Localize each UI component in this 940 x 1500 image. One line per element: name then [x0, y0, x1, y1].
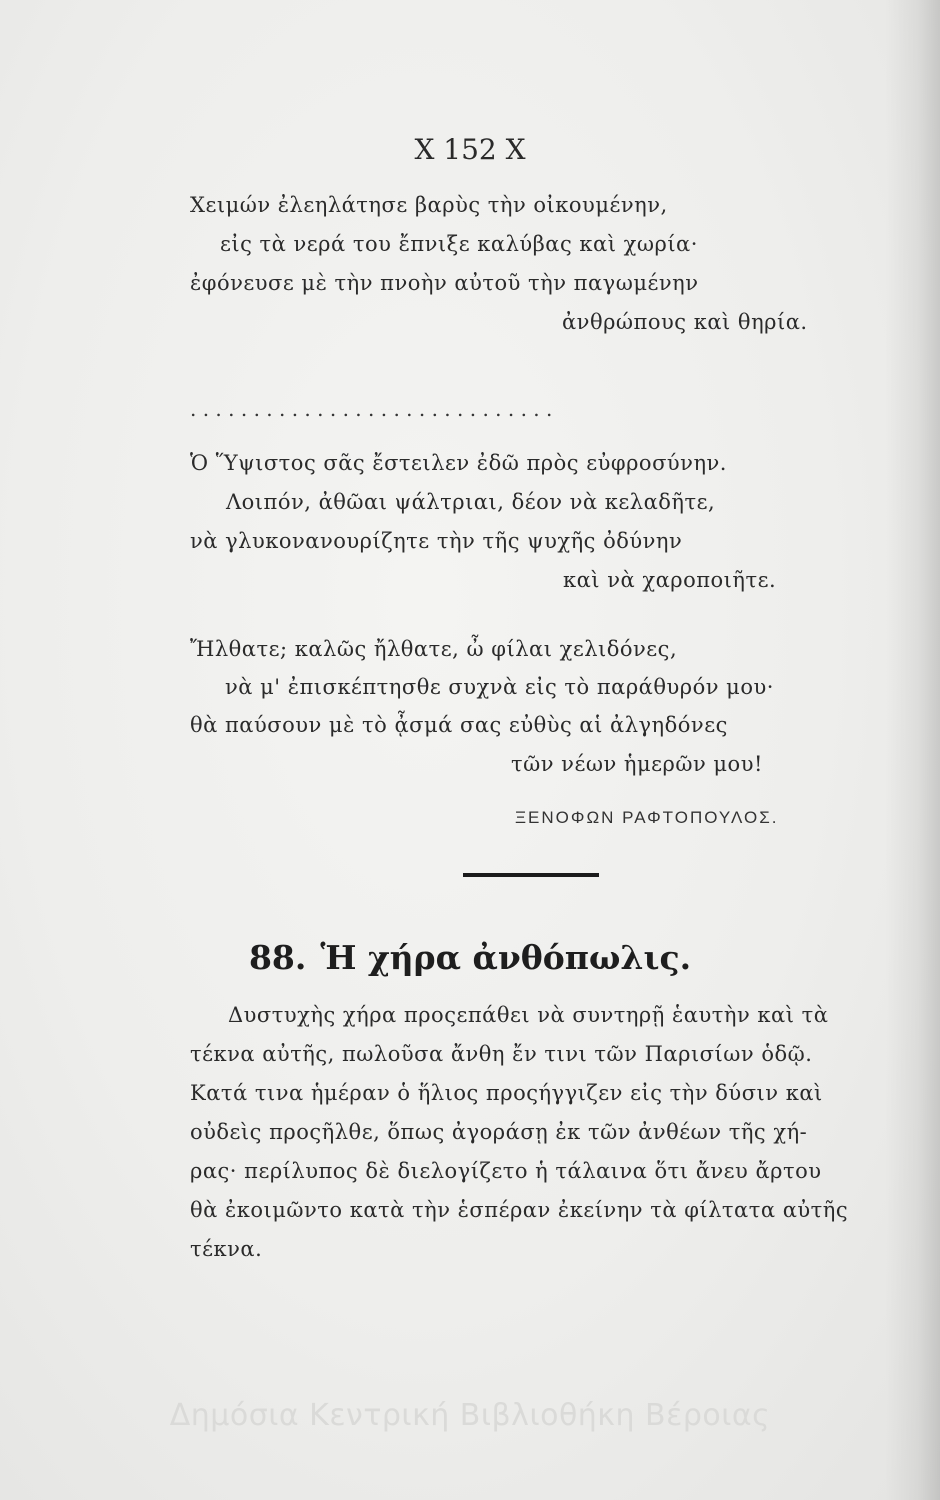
- poem-line: νὰ μ' ἐπισκέπτησθε συχνὰ εἰς τὸ παράθυρόν μου·: [225, 675, 774, 699]
- prose-line: Κατά τινα ἡμέραν ὁ ἥλιος προςήγγιζεν εἰς τὴν δύσιν καὶ: [190, 1081, 823, 1105]
- prose-line: ρας· περίλυπος δὲ διελογίζετο ἡ τάλαινα ὅτι ἄνευ ἄρτου: [190, 1159, 822, 1183]
- section-heading: [0, 938, 940, 977]
- prose-line: τέκνα.: [190, 1237, 263, 1261]
- section-title: Ἡ χήρα ἀνθόπωλις.: [320, 938, 692, 977]
- poem-line: Χειμών ἐλεηλάτησε βαρὺς τὴν οἰκουμένην,: [190, 193, 668, 217]
- page-edge-shadow: [885, 0, 940, 1500]
- poem-line: ἐφόνευσε μὲ τὴν πνοὴν αὐτοῦ τὴν παγωμένην: [190, 271, 699, 295]
- prose-line: θὰ ἐκοιμῶντο κατὰ τὴν ἑσπέραν ἐκείνην τὰ φίλτατα αὐτῆς: [190, 1198, 849, 1222]
- prose-line: τέκνα αὐτῆς, πωλοῦσα ἄνθη ἔν τινι τῶν Παρισίων ὁδῷ.: [190, 1042, 813, 1066]
- poem-line: Ἤλθατε; καλῶς ἤλθατε, ὦ φίλαι χελιδόνες,: [190, 637, 678, 661]
- poem-line: εἰς τὰ νερά του ἔπνιξε καλύβας καὶ χωρία·: [220, 232, 698, 256]
- poem-line: θὰ παύσουν μὲ τὸ ᾆσμά σας εὐθὺς αἱ ἀλγηδόνες: [190, 713, 728, 737]
- ellipsis-dots: . . . . . . . . . . . . . . . . . . . . . . . . . . . . .: [190, 397, 553, 421]
- poem-line: τῶν νέων ἡμερῶν μου!: [511, 752, 763, 776]
- section-number: 88.: [248, 938, 307, 977]
- prose-line: οὐδεὶς προςῆλθε, ὅπως ἀγοράσῃ ἐκ τῶν ἀνθέων τῆς χή-: [190, 1120, 808, 1144]
- poem-line: ἀνθρώπους καὶ θηρία.: [562, 310, 808, 334]
- page-number: X 152 X: [414, 133, 526, 166]
- library-watermark: Δημόσια Κεντρική Βιβλιοθήκη Βέροιας: [169, 1398, 771, 1433]
- poem-author: ΞΕΝΟΦΩΝ ΡΑΦΤΟΠΟΥΛΟΣ.: [515, 808, 779, 827]
- poem-line: καὶ νὰ χαροποιῆτε.: [563, 568, 777, 592]
- poem-line: νὰ γλυκονανουρίζητε τὴν τῆς ψυχῆς ὀδύνην: [190, 529, 683, 553]
- poem-line: Ὁ Ὕψιστος σᾶς ἔστειλεν ἐδῶ πρὸς εὐφροσύνην.: [190, 451, 727, 475]
- poem-line: Λοιπόν, ἀθῶαι ψάλτριαι, δέον νὰ κελαδῆτε,: [226, 490, 716, 514]
- section-divider: [463, 873, 599, 877]
- prose-line: Δυστυχὴς χήρα προςεπάθει νὰ συντηρῇ ἑαυτὴν καὶ τὰ: [228, 1003, 829, 1027]
